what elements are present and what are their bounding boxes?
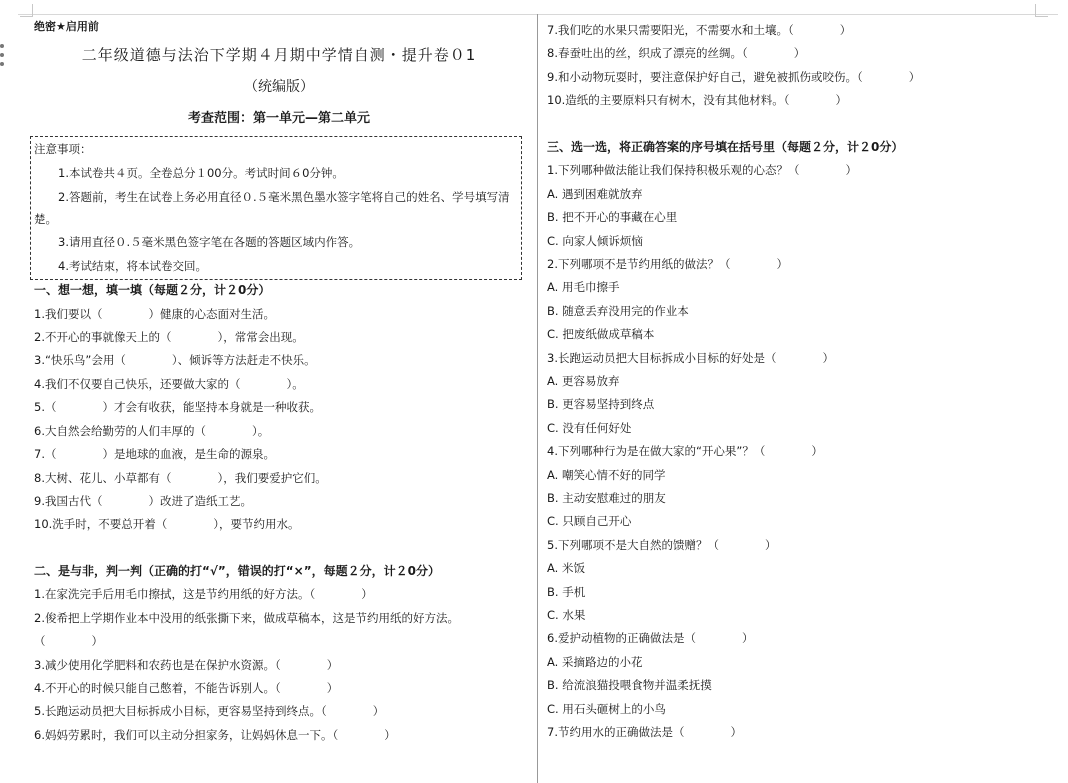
page-title: 二年级道德与法治下学期４月期中学情自测・提升卷０1: [81, 46, 477, 64]
judge-question: 7.我们吃的水果只需要阳光，不需要水和土壤。（ ）: [547, 23, 852, 37]
choice-question: 6.爱护动植物的正确做法是（ ）: [547, 631, 754, 645]
fill-question: 9.我国古代（ ）改进了造纸工艺。: [34, 494, 252, 508]
choice-option: B. 给流浪猫投喂食物并温柔抚摸: [547, 678, 712, 692]
judge-question: 5.长跑运动员把大目标拆成小目标，更容易坚持到终点。（ ）: [34, 704, 385, 718]
choice-question: 1.下列哪种做法能让我们保持积极乐观的心态？（ ）: [547, 163, 857, 177]
notice-item: 1.本试卷共４页。全卷总分１00分。考试时间６0分钟。: [58, 166, 344, 180]
choice-option: C. 只顾自己开心: [547, 514, 632, 528]
choice-question: 3.长跑运动员把大目标拆成小目标的好处是（ ）: [547, 351, 834, 365]
exam-scope: 考查范围：第一单元—第二单元: [187, 111, 370, 126]
judge-question: 4.不开心的时候只能自己憋着，不能告诉别人。（ ）: [34, 681, 339, 695]
fill-question: 10.洗手时，不要总开着（ ），要节约用水。: [34, 517, 300, 531]
fill-question: 1.我们要以（ ）健康的心态面对生活。: [34, 307, 275, 321]
choice-question: 5.下列哪项不是大自然的馈赠？（ ）: [547, 538, 777, 552]
choice-option: C. 把废纸做成草稿本: [547, 327, 655, 341]
judge-question: 2.俊希把上学期作业本中没用的纸张撕下来，做成草稿本，这是节约用纸的好方法。: [34, 611, 459, 625]
judge-question: 8.春蚕吐出的丝，织成了漂亮的丝绸。（ ）: [547, 46, 806, 60]
choice-option: C. 水果: [547, 608, 586, 622]
notice-heading: 注意事项：: [34, 142, 92, 156]
section1-heading: 一、想一想，填一填（每题２分，计２0分）: [34, 283, 271, 297]
judge-question: 6.妈妈劳累时，我们可以主动分担家务，让妈妈休息一下。（ ）: [34, 728, 396, 742]
page-top-edge: [18, 14, 1058, 15]
choice-option: A. 采摘路边的小花: [547, 655, 643, 669]
secret-label: 绝密★启用前: [34, 20, 99, 33]
notice-item: 4.考试结束，将本试卷交回。: [58, 259, 207, 273]
choice-option: A. 嘲笑心情不好的同学: [547, 468, 666, 482]
choice-option: C. 用石头砸树上的小鸟: [547, 702, 666, 716]
fill-question: 4.我们不仅要自己快乐，还要做大家的（ ）。: [34, 377, 304, 391]
choice-option: B. 把不开心的事藏在心里: [547, 210, 678, 224]
choice-option: A. 遇到困难就放弃: [547, 187, 643, 201]
choice-option: B. 随意丢弃没用完的作业本: [547, 304, 689, 318]
fill-question: 6.大自然会给勤劳的人们丰厚的（ ）。: [34, 424, 270, 438]
choice-option: A. 更容易放弃: [547, 374, 620, 388]
fill-question: 3.“快乐鸟”会用（ ）、倾诉等方法赶走不快乐。: [34, 353, 316, 367]
choice-question: 4.下列哪种行为是在做大家的“开心果”？（ ）: [547, 444, 823, 458]
judge-question: （ ）: [34, 634, 103, 648]
crop-mark-top-left: [20, 4, 33, 17]
judge-question: 1.在家洗完手后用毛巾擦拭，这是节约用纸的好方法。（ ）: [34, 587, 373, 601]
fill-question: 8.大树、花儿、小草都有（ ），我们要爱护它们。: [34, 471, 327, 485]
notice-item: 楚。: [34, 212, 57, 226]
choice-option: B. 主动安慰难过的朋友: [547, 491, 666, 505]
fill-question: 2.不开心的事就像天上的（ ），常常会出现。: [34, 330, 304, 344]
judge-question: 9.和小动物玩耍时，要注意保护好自己，避免被抓伤或咬伤。（ ）: [547, 70, 921, 84]
choice-option: A. 米饭: [547, 561, 585, 575]
page-subtitle: （统编版）: [244, 79, 314, 95]
choice-option: C. 向家人倾诉烦恼: [547, 234, 643, 248]
notice-item: 3.请用直径０.５毫米黑色签字笔在各题的答题区域内作答。: [58, 235, 361, 249]
fill-question: 5.（ ）才会有收获，能坚持本身就是一种收获。: [34, 400, 321, 414]
choice-question: 2.下列哪项不是节约用纸的做法？（ ）: [547, 257, 788, 271]
choice-question: 7.节约用水的正确做法是（ ）: [547, 725, 742, 739]
choice-option: B. 更容易坚持到终点: [547, 397, 655, 411]
fill-question: 7.（ ）是地球的血液，是生命的源泉。: [34, 447, 275, 461]
section2-heading: 二、是与非，判一判（正确的打“√”，错误的打“×”，每题２分，计２0分）: [34, 564, 440, 578]
column-divider: [537, 14, 538, 783]
choice-option: B. 手机: [547, 585, 586, 599]
notice-item: 2.答题前，考生在试卷上务必用直径０.５毫米黑色墨水签字笔将自己的姓名、学号填写清: [58, 190, 510, 204]
crop-mark-top-right: [1035, 4, 1048, 17]
choice-option: C. 没有任何好处: [547, 421, 632, 435]
judge-question: 10.造纸的主要原料只有树木，没有其他材料。（ ）: [547, 93, 848, 107]
section3-heading: 三、选一选，将正确答案的序号填在括号里（每题２分，计２0分）: [547, 140, 904, 154]
judge-question: 3.减少使用化学肥料和农药也是在保护水资源。（ ）: [34, 658, 339, 672]
drag-handle-icon[interactable]: [0, 44, 6, 71]
choice-option: A. 用毛巾擦手: [547, 280, 620, 294]
